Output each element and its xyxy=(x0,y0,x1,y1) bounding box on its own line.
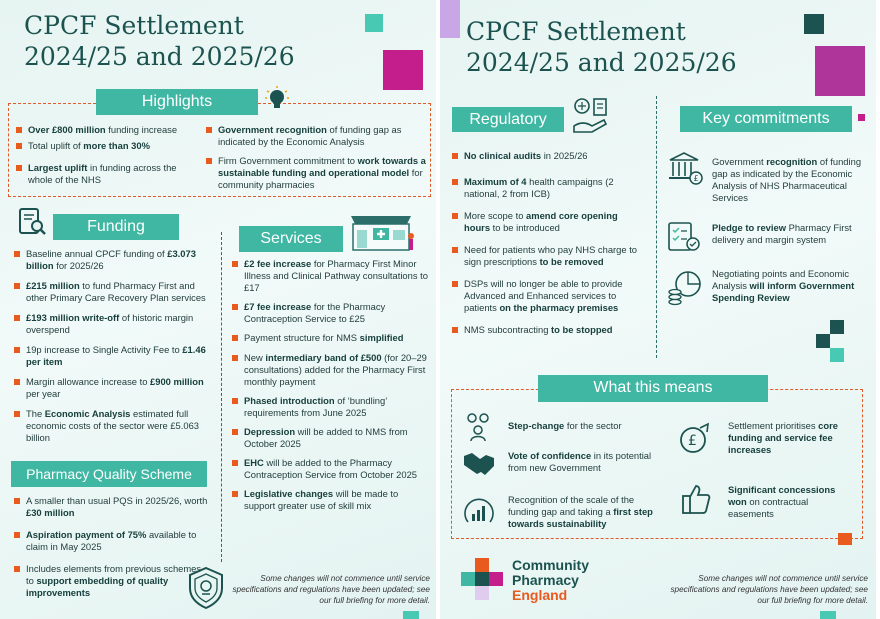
list-item: EHC will be added to the Pharmacy Contraception Service from October 2025 xyxy=(232,457,428,481)
list-item: Need for patients who pay NHS charge to sign prescriptions to be removed xyxy=(452,244,642,268)
list-item: Margin allowance increase to £900 million per year xyxy=(14,376,212,400)
commitments-header: Key commitments xyxy=(680,106,852,132)
highlights-list-1 xyxy=(16,124,188,186)
commitment-item: Pledge to review Pharmacy First delivery and margin system xyxy=(712,222,852,245)
document-search-icon xyxy=(16,206,48,238)
deco-square xyxy=(365,14,383,32)
list-item: No clinical audits in 2025/26 xyxy=(452,150,642,162)
deco-square xyxy=(858,114,865,121)
deco-square xyxy=(403,611,419,619)
list-item: NMS subcontracting to be stopped xyxy=(452,324,642,336)
list-item: Payment structure for NMS simplified xyxy=(232,332,428,344)
deco-square xyxy=(820,611,836,619)
list-item: Phased introduction of ‘bundling’ requirements from June 2025 xyxy=(232,395,428,419)
deco-square xyxy=(816,334,830,348)
regulation-scales-icon xyxy=(570,96,610,136)
list-item: A smaller than usual PQS in 2025/26, worth £30 million xyxy=(14,495,210,519)
means-item: Step-change for the sector xyxy=(508,420,622,431)
cpe-cross-icon xyxy=(460,556,506,602)
list-item: £193 million write-off of historic margin overspend xyxy=(14,312,212,336)
commitment-item: Negotiating points and Economic Analysis will inform Government Spending Review xyxy=(712,268,855,303)
growth-chart-icon xyxy=(462,494,496,528)
list-item: Aspiration payment of 75% available to claim in May 2025 xyxy=(14,529,210,553)
coins-chart-icon xyxy=(666,268,704,306)
quality-shield-icon xyxy=(186,566,226,610)
pqs-header: Pharmacy Quality Scheme xyxy=(11,461,207,487)
list-item: Over £800 million funding increase xyxy=(16,124,188,136)
services-list xyxy=(232,258,428,512)
highlights-header: Highlights xyxy=(96,89,258,115)
deco-square xyxy=(815,46,865,96)
means-header: What this means xyxy=(538,375,768,402)
list-item: Largest uplift in funding across the whole of the NHS xyxy=(16,162,188,186)
pound-growth-icon xyxy=(678,422,712,456)
list-item: Depression will be added to NMS from October 2025 xyxy=(232,426,428,450)
list-item: Government recognition of funding gap as indicated by the Economic Analysis xyxy=(206,124,428,148)
thumbs-up-icon xyxy=(680,482,712,516)
funding-list xyxy=(14,248,212,444)
list-item: The Economic Analysis estimated full economic costs of the sector were £5.063 billion xyxy=(14,408,212,444)
list-item: £7 fee increase for the Pharmacy Contraception Service to £25 xyxy=(232,301,428,325)
divider-line xyxy=(656,96,657,358)
list-item: Firm Government commitment to work towards a sustainable funding and operational model for community pharmacies xyxy=(206,155,428,191)
cpe-logo: Community Pharmacy England xyxy=(460,556,610,606)
deco-square xyxy=(383,50,423,90)
svg-text:£: £ xyxy=(688,433,697,449)
regulatory-header: Regulatory xyxy=(452,107,564,132)
footnote: Some changes will not commence until service specifications and regulations have been updated; see our full briefing for more detail. xyxy=(232,574,430,605)
list-item: More scope to amend core opening hours to be introduced xyxy=(452,210,642,234)
pqs-list xyxy=(14,495,210,599)
checklist-icon xyxy=(666,220,702,254)
commitment-item: Government recognition of funding gap as indicated by the Economic Analysis of NHS Pharmaceutical Services xyxy=(712,156,862,203)
deco-square xyxy=(440,0,460,38)
means-item: Recognition of the scale of the funding gap and taking a first step towards sustainability xyxy=(508,494,653,529)
highlights-list-2 xyxy=(206,124,428,191)
list-item: Maximum of 4 health campaigns (2 national, 2 from ICB) xyxy=(452,176,642,200)
means-item: Significant concessions won on contractual easements xyxy=(728,484,836,519)
deco-square xyxy=(838,533,852,545)
lightbulb-icon xyxy=(262,84,292,114)
left-page xyxy=(0,0,436,619)
footnote: Some changes will not commence until service specifications and regulations have been updated; see our full briefing for more detail. xyxy=(670,574,868,605)
list-item: DSPs will no longer be able to provide Advanced and Enhanced services to patients on the pharmacy premises xyxy=(452,278,642,314)
list-item: 19p increase to Single Activity Fee to £1.46 per item xyxy=(14,344,212,368)
deco-square xyxy=(804,14,824,34)
list-item: £215 million to fund Pharmacy First and other Primary Care Recovery Plan services xyxy=(14,280,212,304)
funding-header: Funding xyxy=(53,214,179,240)
deco-square xyxy=(830,320,844,334)
pharmacy-building-icon xyxy=(345,210,419,252)
list-item: Baseline annual CPCF funding of £3.073 billion for 2025/26 xyxy=(14,248,212,272)
services-header: Services xyxy=(239,226,343,252)
deco-square xyxy=(830,348,844,362)
right-page xyxy=(440,0,876,619)
list-item: Includes elements from previous schemes to support embedding of quality improvements xyxy=(14,563,210,599)
regulatory-list xyxy=(452,150,642,336)
government-building-icon xyxy=(666,150,706,186)
means-item: Vote of confidence in its potential from new Government xyxy=(508,450,652,473)
list-item: Total uplift of more than 30% xyxy=(16,140,188,152)
left-title: CPCF Settlement 2024/25 and 2025/26 xyxy=(24,11,295,71)
right-title: CPCF Settlement 2024/25 and 2025/26 xyxy=(466,17,737,77)
team-idea-icon xyxy=(462,410,494,442)
svg-text:£: £ xyxy=(693,174,699,183)
means-item: Settlement prioritises core funding and service fee increases xyxy=(728,420,838,455)
list-item: £2 fee increase for Pharmacy First Minor Illness and Clinical Pathway consultations to £17 xyxy=(232,258,428,294)
list-item: Legislative changes will be made to support greater use of skill mix xyxy=(232,488,428,512)
divider-line xyxy=(221,232,222,562)
handshake-icon xyxy=(462,450,496,476)
list-item: New intermediary band of £500 (for 20–29 consultations) added for the Pharmacy First monthly payment xyxy=(232,352,428,388)
